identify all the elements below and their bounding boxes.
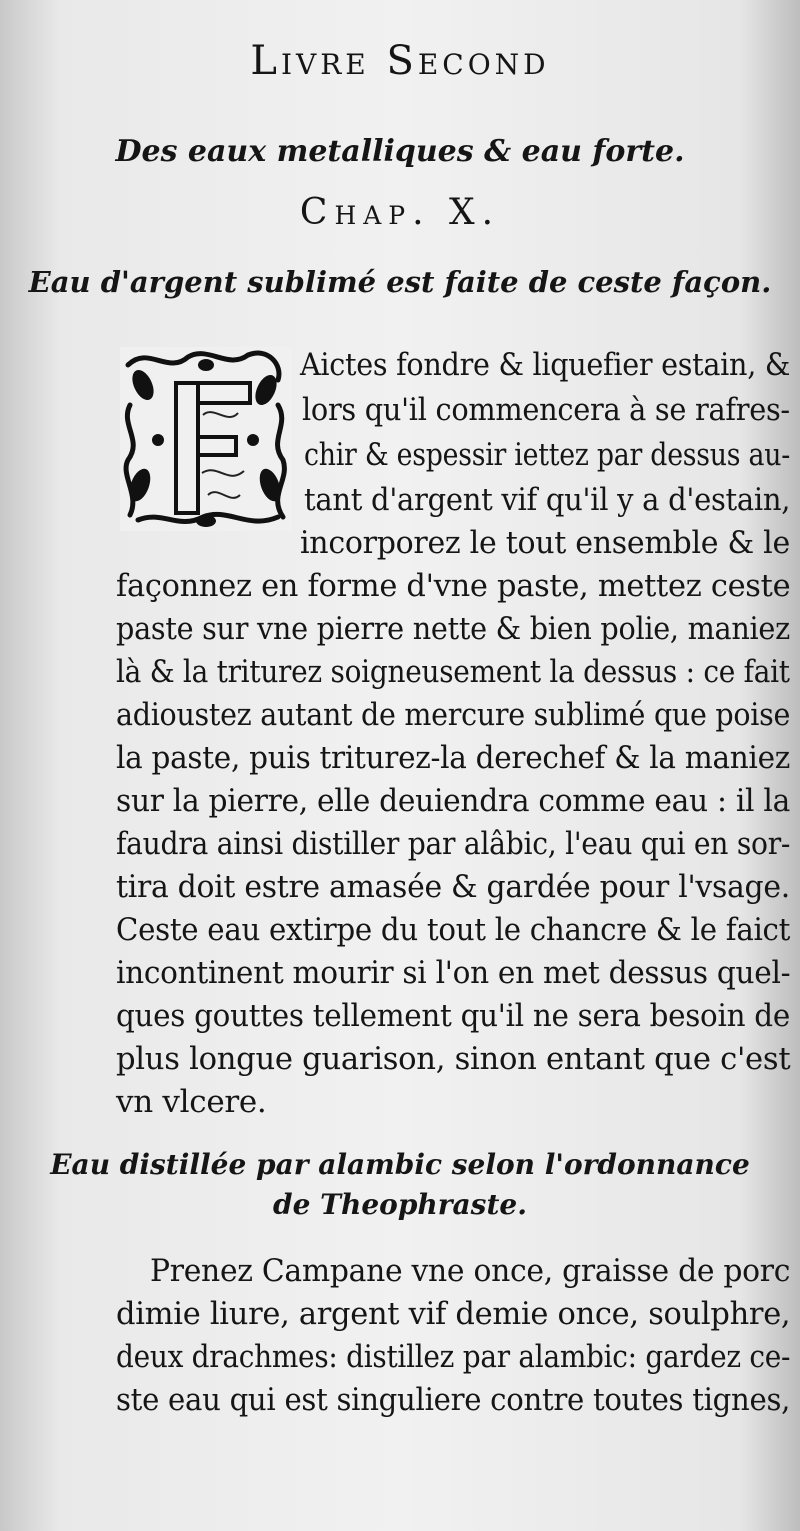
text-line: Aictes fondre & liquefier estain, & [300, 347, 791, 383]
section-title: Des eaux metalliques & eau forte. [115, 134, 685, 169]
recipe-heading-1: Eau d'argent sublimé est faite de ceste façon. [28, 265, 772, 299]
text-line: tira doit estre amasée & gardée pour l'vsage. [116, 869, 790, 905]
text-line: là & la triturez soigneusement la dessus : ce fait [116, 654, 790, 690]
text-line: adioustez autant de mercure sublimé que poise [116, 697, 791, 733]
text-line: plus longue guarison, sinon entant que c'est [116, 1041, 791, 1077]
recipe-heading-2-line: Eau distillée par alambic selon l'ordonnance [50, 1148, 750, 1181]
text-line: paste sur vne pierre nette & bien polie, maniez [116, 611, 790, 647]
text-line: vn vlcere. [116, 1084, 267, 1120]
text-line: deux drachmes: distillez par alambic: gardez ce- [116, 1339, 791, 1375]
text-line: ques gouttes tellement qu'il ne sera besoin de [116, 998, 790, 1034]
recipe-heading-2-line: de Theophraste. [273, 1188, 527, 1221]
text-line: incorporez le tout ensemble & le [300, 525, 790, 561]
text-line: Prenez Campane vne once, graisse de porc [150, 1253, 791, 1289]
text-line: sur la pierre, elle deuiendra comme eau : il la [116, 783, 791, 819]
text-line: chir & espessir iettez par dessus au- [304, 437, 790, 473]
text-line: faudra ainsi distiller par alâbic, l'eau qui en sor- [116, 826, 791, 862]
text-line: Ceste eau extirpe du tout le chancre & le faict [116, 912, 791, 948]
text-line: tant d'argent vif qu'il y a d'estain, [304, 482, 791, 518]
text-line: lors qu'il commencera à se rafres- [302, 392, 790, 428]
text-line: dimie liure, argent vif demie once, soulphre, [116, 1296, 791, 1332]
ornate-drop-cap-f-icon [118, 345, 294, 533]
text-line: façonnez en forme d'vne paste, mettez ceste [116, 568, 791, 604]
text-line: la paste, puis triturez-la derechef & la maniez [116, 740, 790, 776]
chapter-heading: Chap. X. [299, 192, 501, 233]
text-line: ste eau qui est singuliere contre toutes tignes, [116, 1382, 791, 1418]
running-head: Livre Second [250, 38, 550, 84]
text-line: incontinent mourir si l'on en met dessus quel- [116, 955, 791, 991]
